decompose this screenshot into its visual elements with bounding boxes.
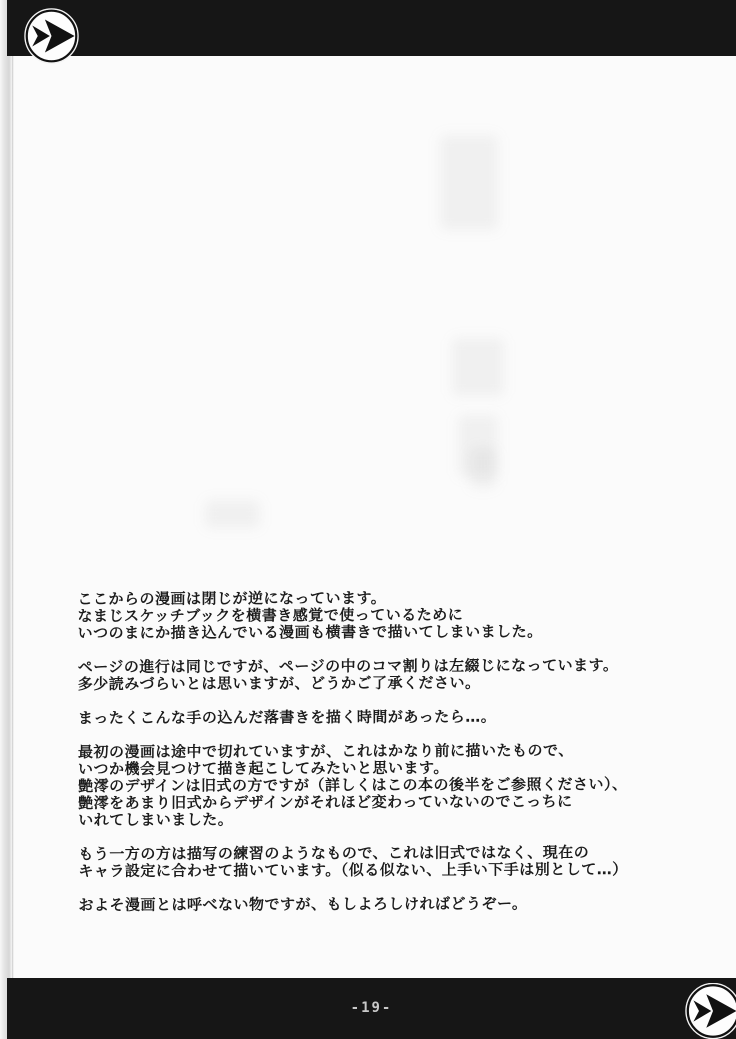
afterword-paragraph: まったくこんな手の込んだ落書きを描く時間があったら…。 bbox=[77, 707, 497, 728]
afterword-paragraph: もう一方の方は描写の練習のようなもので、これは旧式ではなく、現在の キャラ設定に合わせて描いています。（似る似ない、上手い下手は別として…） bbox=[78, 843, 628, 881]
top-black-bar bbox=[7, 0, 736, 56]
bleedthrough-ghost bbox=[440, 135, 498, 230]
bleedthrough-ghost bbox=[470, 448, 496, 488]
double-arrow-circle-icon bbox=[24, 5, 79, 67]
page-left-edge-line bbox=[12, 0, 14, 1039]
afterword-paragraph: 最初の漫画は途中で切れていますが、これはかなり前に描いたもので、 いつか機会見つけて描き起こしてみたいと思います。 艶澪のデザインは旧式の方ですが（詳しくはこの本の後半をご参照ください）、 艶澪をあまり旧式からデザインがそれほど変わっていないのでこっちに いれてしまいました。 bbox=[77, 741, 628, 830]
bleedthrough-ghost bbox=[452, 338, 504, 396]
afterword-text bbox=[77, 589, 698, 931]
afterword-paragraph: ここからの漫画は閉じが逆になっています。 なまじスケッチブックを横書き感覚で使っているために いつのまにか描き込んでいる漫画も横書きで描いてしまいました。 bbox=[77, 589, 543, 643]
afterword-paragraph: ページの進行は同じですが、ページの中のコマ割りは左綴じになっています。 多少読みづらいとは思いますが、どうかご了承ください。 bbox=[77, 656, 619, 694]
bottom-black-bar bbox=[7, 978, 736, 1039]
double-arrow-circle-icon bbox=[685, 983, 736, 1039]
afterword-paragraph: およそ漫画とは呼べない物ですが、もしよろしければどうぞー。 bbox=[78, 894, 528, 915]
page-number: -19- bbox=[350, 1000, 393, 1016]
bleedthrough-ghost bbox=[205, 500, 260, 528]
